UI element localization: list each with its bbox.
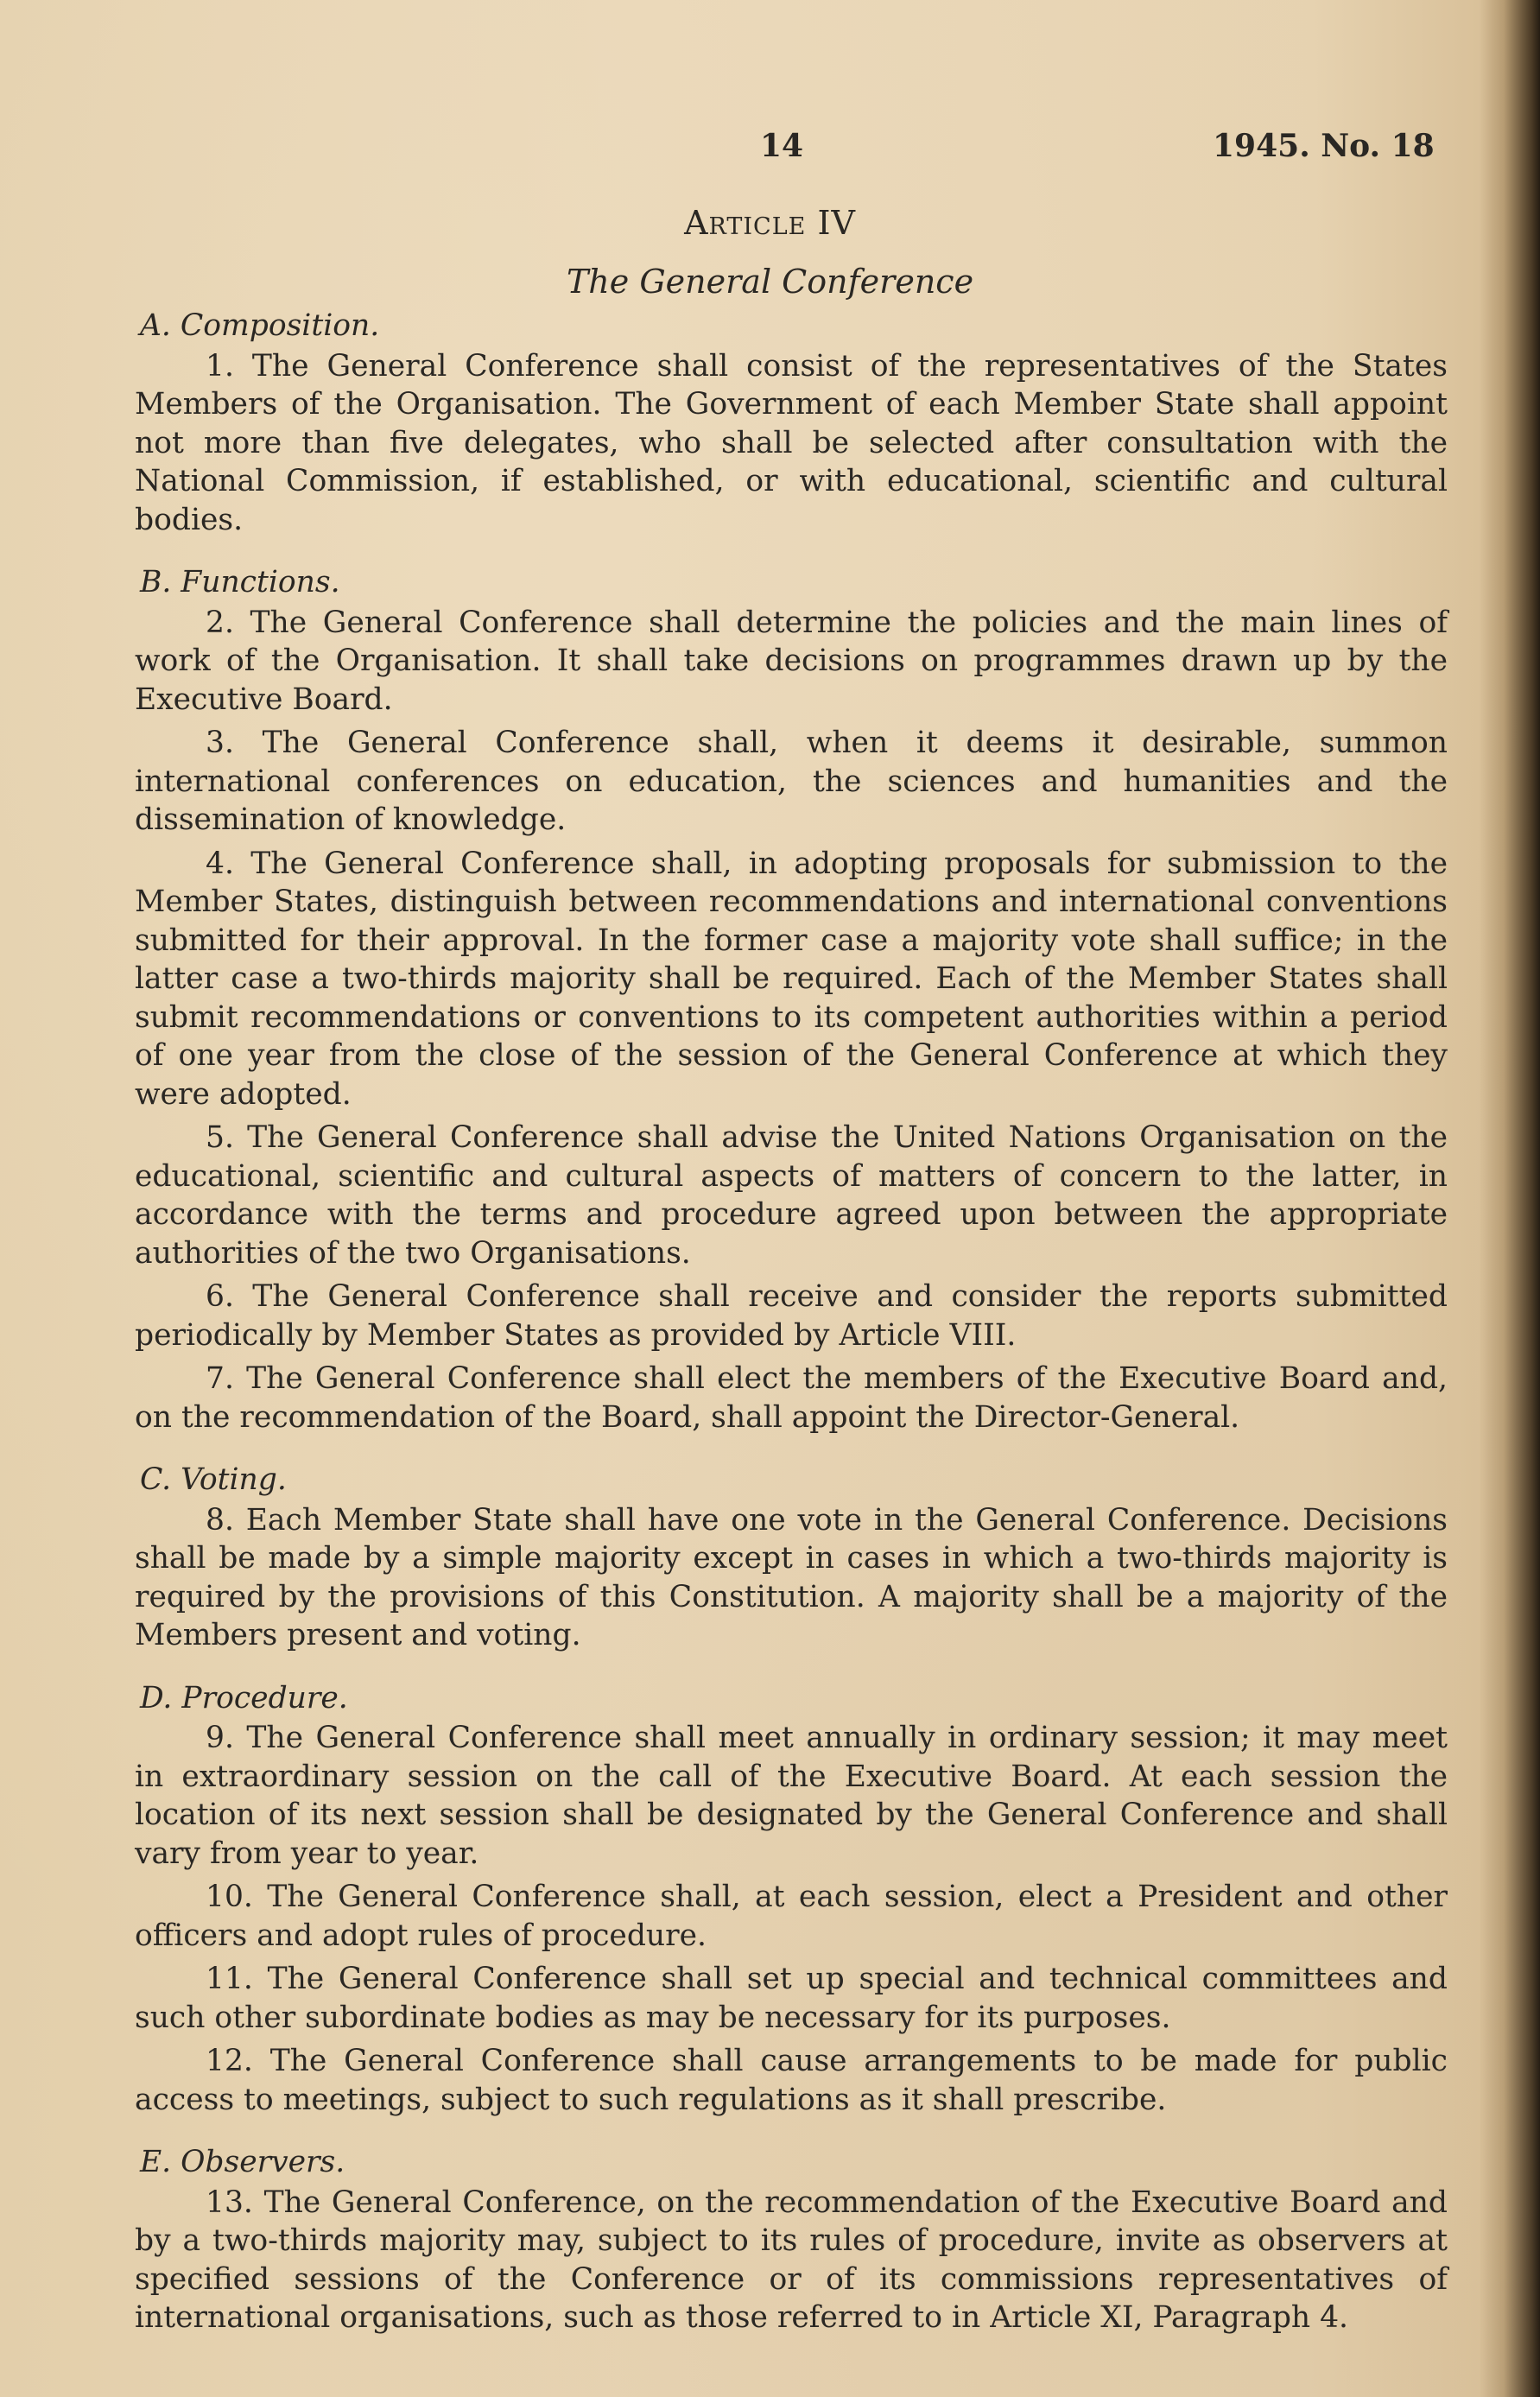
paragraph-7: 7. The General Conference shall elect the members of the Executive Board and, on the recommendation of the Board, shall appoint the Director-General. (135, 1361, 1448, 1435)
paragraph-4: 4. The General Conference shall, in adopting proposals for submission to the Member States, distinguish between recommendations and international conventions submitted for their approval. In the former case a majority vote shall suffice; in the latter case a two-thirds majority shall be required. Each of the Member States shall submit recommendations or conventions to its competent authorities within a period of one year from the close of the session of the General Conference at which they were adopted. (135, 846, 1448, 1112)
document-reference: 1945. No. 18 (1213, 128, 1435, 164)
article-subtitle: The General Conference (566, 263, 974, 301)
article-title-number: IV (817, 204, 856, 242)
article-body (135, 307, 1448, 2343)
paragraph-6: 6. The General Conference shall receive and consider the reports submitted periodically by Member States as provided by Article VIII. (135, 1279, 1448, 1353)
paragraph-9: 9. The General Conference shall meet annually in ordinary session; it may meet in extraordinary session on the call of the Executive Board. At each session the location of its next session shall be designated by the General Conference and shall vary from year to year. (135, 1721, 1448, 1871)
paragraph-12: 12. The General Conference shall cause arrangements to be made for public access to meetings, subject to such regulations as it shall prescribe. (135, 2044, 1448, 2117)
paragraph-5: 5. The General Conference shall advise the United Nations Organisation on the educational, scientific and cultural aspects of matters of concern to the latter, in accordance with the terms and procedure agreed upon between the appropriate authorities of the two Organisations. (135, 1120, 1448, 1271)
paragraph-10: 10. The General Conference shall, at each session, elect a President and other officers and adopt rules of procedure. (135, 1880, 1448, 1953)
paragraph-13: 13. The General Conference, on the recommendation of the Executive Board and by a two-thirds majority may, subject to its rules of procedure, invite as observers at specified sessions of the Conference or of its commissions representatives of international organisations, such as those referred to in Article XI, Paragraph 4. (135, 2185, 1448, 2335)
section-heading-functions: B. Functions. (140, 565, 340, 599)
paragraph-3: 3. The General Conference shall, when it deems it desirable, summon international conferences on education, the sciences and humanities and the dissemination of knowledge. (135, 726, 1448, 837)
page-number: 14 (760, 128, 804, 164)
article-title-word: Article (684, 204, 807, 242)
section-heading-composition: A. Composition. (140, 308, 380, 343)
paragraph-8: 8. Each Member State shall have one vote in the General Conference. Decisions shall be made by a simple majority except in cases in which a two-thirds majority is required by the provisions of this Constitution. A majority shall be a majority of the Members present and voting. (135, 1502, 1448, 1652)
paragraph-1: 1. The General Conference shall consist of the representatives of the States Members of the Organisation. The Government of each Member State shall appoint not more than five delegates, who shall be selected after consultation with the National Commission, if established, or with educational, scientific and cultural bodies. (135, 348, 1448, 537)
article-title (0, 204, 1540, 242)
page-header (0, 128, 1540, 180)
paragraph-11: 11. The General Conference shall set up special and technical committees and such other subordinate bodies as may be necessary for its purposes. (135, 1962, 1448, 2035)
section-heading-observers: E. Observers. (140, 2145, 345, 2179)
section-heading-procedure: D. Procedure. (140, 1680, 348, 1715)
book-spine-shadow (1480, 0, 1540, 2397)
paragraph-2: 2. The General Conference shall determine the policies and the main lines of work of the Organisation. It shall take decisions on programmes drawn up by the Executive Board. (135, 605, 1448, 717)
section-heading-voting: C. Voting. (140, 1462, 287, 1497)
